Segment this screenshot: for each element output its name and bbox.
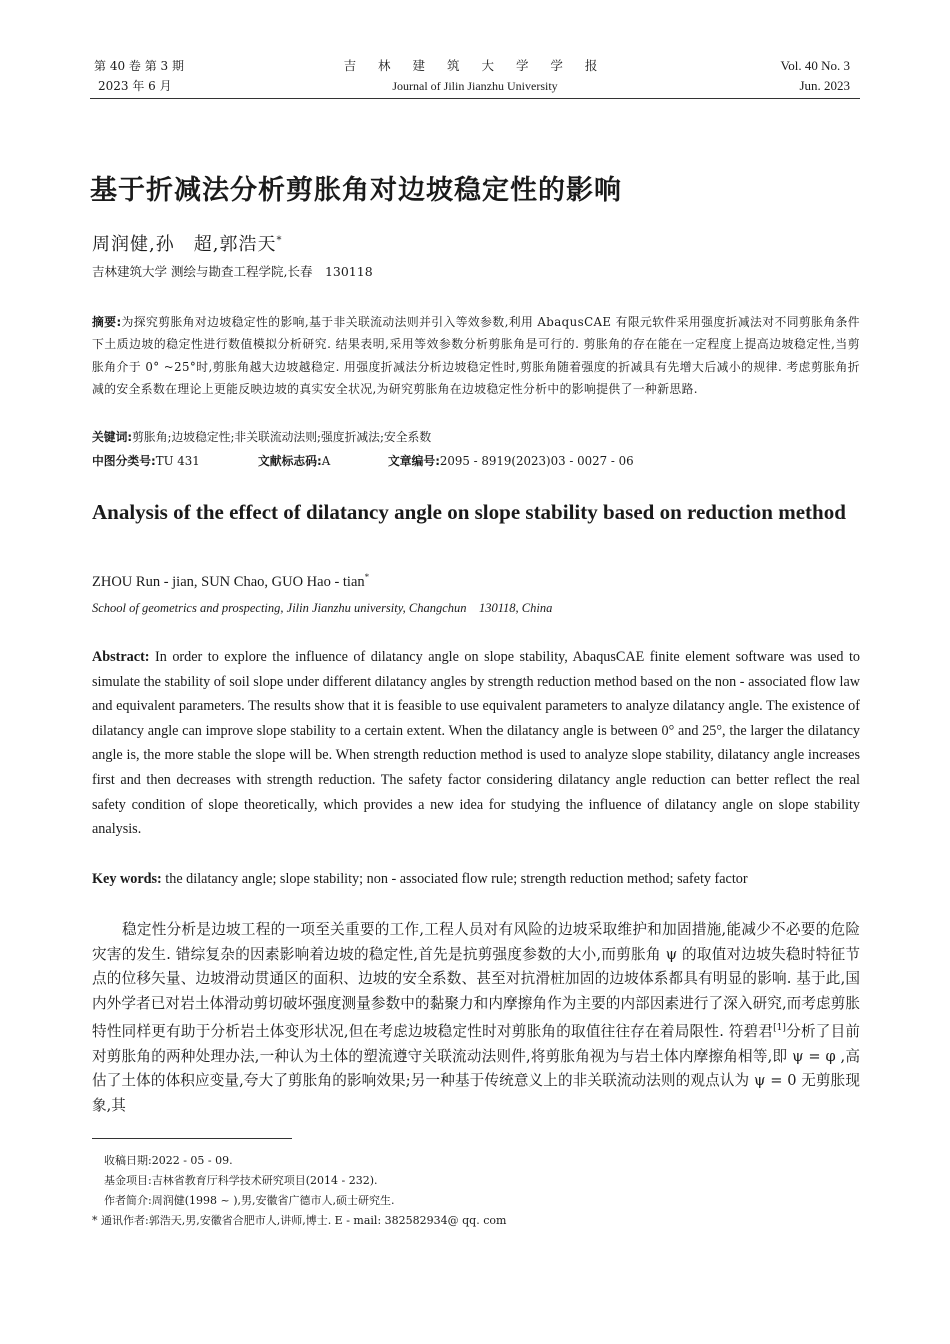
authors-en [92, 572, 369, 591]
footnote-author: 作者简介:周润健(1998 ~ ),男,安徽省广德市人,硕士研究生. [104, 1194, 395, 1207]
header-date-cn: 2023 年 6 月 [98, 79, 172, 93]
keywords-en-label: Key words: [92, 871, 162, 887]
keywords-en [92, 871, 862, 888]
author-names-cn: 周润健,孙 超,郭浩天 [92, 234, 277, 255]
author-names-en: ZHOU Run - jian, SUN Chao, GUO Hao - tian [92, 573, 365, 590]
document-code [258, 452, 330, 469]
authors-cn [92, 230, 282, 256]
header-divider [90, 98, 860, 99]
keywords-en-text: the dilatancy angle; slope stability; non - associated flow rule; strength reduction method; safety factor [165, 871, 748, 887]
article-title-en: Analysis of the effect of dilatancy angle on slope stability based on reduction method [92, 500, 846, 524]
header-vol-no: Vol. 40 No. 3 [780, 58, 850, 73]
article-number-label: 文章编号: [388, 454, 440, 468]
abstract-cn [92, 311, 860, 400]
header-volume-en [781, 56, 850, 96]
body-text-part1: 稳定性分析是边坡工程的一项至关重要的工作,工程人员对有风险的边坡采取维护和加固措施,能减少不必要的危险灾害的发生. 错综复杂的因素影响着边坡的稳定性,首先是抗剪强度参数的大小,而剪胀角 ψ 的取值对边坡失稳时特征节点的位移矢量、边坡滑动贯通区的面积、边坡的安全系数、甚至对抗滑桩加固的边坡体系都具有明显的影响. 基于此,国内外学者已对岩土体滑动剪切破坏强度测量参数中的黏聚力和内摩擦角作为主要的内部因素进行了深入研究,而考虑剪胀特性同样更有助于分析岩土体变形状况,但在考虑边坡稳定性时对剪胀角的取值往往存在着局限性. 符碧君 [92, 921, 860, 1041]
footnote-fund: 基金项目:吉林省教育厅科学技术研究项目(2014 - 232). [104, 1174, 378, 1187]
abstract-en-text: In order to explore the influence of dilatancy angle on slope stability, AbaqusCAE finite element software was used to simulate the stability of soil slope under different dilatancy angles by strength reduction method based on the non - associated flow law and equivalent parameters. The results show that it is feasible to use equivalent parameters to analyze dilatancy angle. The existence of dilatancy angle can improve slope stability to a certain extent. When the dilatancy angle is between 0° and 25°, the larger the dilatancy angle is, the more stable the slope will be. When strength reduction method is used to analyze slope stability, dilatancy angle increases first and then decreases with strength reduction. The safety factor considering dilatancy angle reduction can better reflect the real safety condition of slope theoretically, which provides a new idea for studying the influence of dilatancy angle on slope stability analysis. [92, 649, 860, 838]
footnote-received: 收稿日期:2022 - 05 - 09. [104, 1154, 233, 1167]
footnote-corresponding: * 通讯作者:郭浩天,男,安徽省合肥市人,讲师,博士. E - mail: 382582934@ qq. com [92, 1214, 507, 1227]
header-volume: 第 40 卷 第 3 期 [94, 59, 184, 73]
abstract-en [92, 645, 860, 842]
clc-number [92, 452, 200, 469]
affiliation-en: School of geometrics and prospecting, Jilin Jianzhu university, Changchun 130118, China [92, 601, 553, 615]
abstract-en-label: Abstract: [92, 649, 150, 665]
doc-code-value: A [321, 454, 331, 468]
keywords-cn-text: 剪胀角;边坡稳定性;非关联流动法则;强度折减法;安全系数 [132, 430, 432, 444]
header-date-en: Jun. 2023 [799, 78, 850, 93]
article-title-cn: 基于折减法分析剪胀角对边坡稳定性的影响 [90, 175, 622, 206]
affiliation-cn: 吉林建筑大学 测绘与勘查工程学院,长春 130118 [92, 264, 373, 279]
article-number-value: 2095 - 8919(2023)03 - 0027 - 06 [439, 454, 634, 468]
corresponding-mark-en: * [364, 572, 370, 582]
body-text-part2: 分析了目前对剪胀角的两种处理办法,一种认为土体的塑流遵守关联流动法则件,将剪胀角视为与岩土体内摩擦角相等,即 ψ = φ ,高估了土体的体积应变量,夸大了剪胀角的影响效果;另一种基于传统意义上的非关联流动法则的观点认为 ψ = 0 无剪胀现象,其 [92, 1023, 860, 1115]
footnote-divider [92, 1138, 292, 1139]
body-paragraph [92, 918, 860, 1119]
article-number [388, 452, 634, 469]
citation-ref[interactable]: [1] [773, 1023, 786, 1034]
doc-code-label: 文献标志码: [258, 454, 322, 468]
clc-value: TU 431 [155, 454, 200, 468]
clc-label: 中图分类号: [92, 454, 156, 468]
keywords-cn-label: 关键词: [92, 430, 133, 444]
journal-name-en: Journal of Jilin Jianzhu University [392, 79, 558, 93]
corresponding-mark: * [276, 235, 283, 246]
abstract-cn-label: 摘要: [92, 315, 122, 329]
abstract-cn-text: 为探究剪胀角对边坡稳定性的影响,基于非关联流动法则并引入等效参数,利用 AbaqusCAE 有限元软件采用强度折减法对不同剪胀角条件下土质边坡的稳定性进行数值模拟分析研究. 结果表明,采用等效参数分析剪胀角是可行的. 剪胀角的存在能在一定程度上提高边坡稳定性,当剪胀角介于 0° ~25°时,剪胀角越大边坡越稳定. 用强度折减法分析边坡稳定性时,剪胀角随着强度的折减具有先增大后减小的规律. 考虑剪胀角折减的安全系数在理论上更能反映边坡的真实安全状况,为研究剪胀角在边坡稳定性分析中的影响提供了一种新思路. [92, 315, 860, 396]
keywords-cn [92, 428, 431, 445]
journal-name-cn: 吉 林 建 筑 大 学 学 报 [343, 58, 607, 73]
